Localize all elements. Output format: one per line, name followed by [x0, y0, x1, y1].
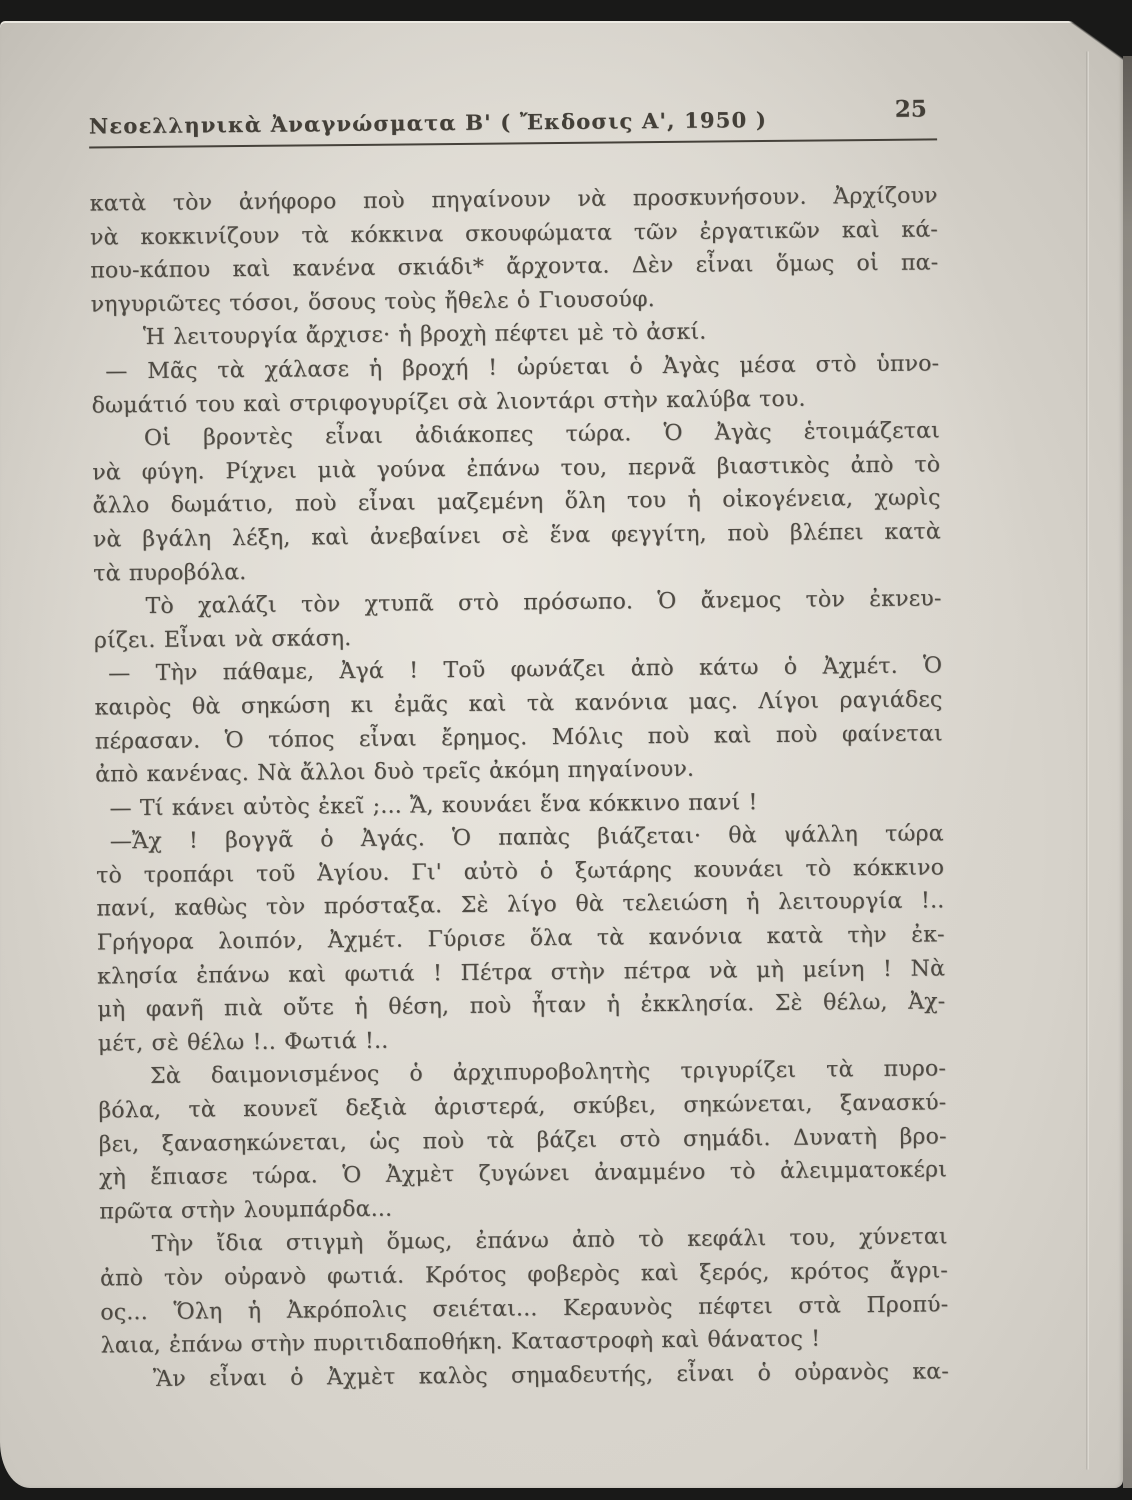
paragraph	[94, 650, 943, 793]
text-line: ἄλλο δωμάτιο, ποὺ εἶναι μαζεμένη ὅλη του ἡ οἰκογένεια, χωρὶς	[92, 485, 941, 519]
text-line: Γρήγορα λοιπόν, Ἀχμέτ. Γύρισε ὅλα τὰ κανόνια κατὰ τὴν ἐκ-	[96, 922, 945, 956]
running-title: Νεοελληνικὰ Ἀναγνώσματα Β' ( Ἔκδοσις Α', 1950 )	[88, 106, 768, 139]
text-line: Ἂν εἶναι ὁ Ἀχμὲτ καλὸς σημαδευτής, εἶναι ὁ οὐρανὸς κα-	[152, 1359, 950, 1392]
text-line: νηγυριῶτες τόσοι, ὅσους τοὺς ἤθελε ὁ Γιουσούφ.	[90, 286, 655, 318]
text-line: βόλα, τὰ κουνεῖ δεξιὰ ἀριστερά, σκύβει, σηκώνεται, ξανασκύ-	[98, 1090, 947, 1124]
text-line: Ἡ λειτουργία ἄρχισε· ἡ βροχὴ πέφτει μὲ τὸ ἀσκί.	[142, 319, 707, 351]
text-line: βει, ξανασηκώνεται, ὡς ποὺ τὰ βάζει στὸ σημάδι. Δυνατὴ βρο-	[98, 1123, 947, 1158]
text-line: νὰ φύγη. Ρίχνει μιὰ γούνα ἐπάνω του, περνᾶ βιαστικὸς ἀπὸ τὸ	[92, 452, 941, 486]
text-line: πανί, καθὼς τὸν πρόσταξα. Σὲ λίγο θὰ τελειώση ἡ λειτουργία !..	[96, 888, 945, 922]
text-line: λαια, ἐπάνω στὴν πυριτιδαποθήκη. Καταστροφὴ καὶ θάνατος !	[100, 1326, 821, 1359]
text-line: νὰ κοκκινίζουν τὰ κόκκινα σκουφώματα τῶν ἐργατικῶν καὶ κά-	[89, 216, 939, 251]
text-line: κλησία ἐπάνω καὶ φωτιά ! Πέτρα στὴν πέτρα νὰ μὴ μείνη ! Νὰ	[96, 955, 946, 990]
text-line: — Τὴν πάθαμε, Ἀγά ! Τοῦ φωνάζει ἀπὸ κάτω ὁ Ἀχμέτ. Ὁ	[108, 653, 943, 687]
paragraph	[96, 818, 946, 1061]
text-line: νὰ βγάλη λέξη, καὶ ἀνεβαίνει σὲ ἕνα φεγγίτη, ποὺ βλέπει κατὰ	[92, 519, 941, 553]
page-header	[88, 95, 937, 148]
page	[0, 21, 1123, 1488]
text-line: — Τί κάνει αὐτὸς ἐκεῖ ;... Ἄ, κουνάει ἕνα κόκκινο πανί !	[109, 789, 758, 822]
top-right-scan-shadow	[1059, 21, 1123, 67]
text-line: Σὰ δαιμονισμένος ὁ ἀρχιπυροβολητὴς τριγυρίζει τὰ πυρο-	[149, 1056, 947, 1090]
text-line: ρίζει. Εἶναι νὰ σκάση.	[93, 625, 352, 654]
text-line: καιρὸς θὰ σηκώση κι ἐμᾶς καὶ τὰ κανόνια μας. Λίγοι ραγιάδες	[94, 687, 943, 721]
paragraph	[90, 179, 939, 322]
text-line: πρῶτα στὴν λουμπάρδα...	[99, 1196, 393, 1225]
text-line: Οἱ βροντὲς εἶναι ἀδιάκοπες τώρα. Ὁ Ἀγὰς ἑτοιμάζεται	[143, 418, 941, 452]
text-line: μὴ φανῆ πιὰ οὔτε ἡ θέση, ποὺ ἦταν ἡ ἐκκλησία. Σὲ θέλω, Ἀχ-	[97, 989, 946, 1023]
text-line: τὰ πυροβόλα.	[93, 559, 247, 587]
page-crease	[1086, 51, 1089, 1470]
paragraph	[93, 582, 942, 657]
paragraph	[98, 1053, 948, 1229]
adjacent-page-edge	[1123, 56, 1132, 1488]
text-line: ἀπὸ τὸν οὐρανὸ φωτιά. Κρότος φοβερὸς καὶ ξερός, κρότος ἄγρι-	[99, 1258, 949, 1292]
text-block	[90, 179, 950, 1396]
text-line: Τὴν ἴδια στιγμὴ ὅμως, ἐπάνω ἀπὸ τὸ κεφάλι του, χύνεται	[151, 1224, 948, 1258]
paragraph	[92, 415, 942, 591]
text-line: ος... Ὅλη ἡ Ἀκρόπολις σειέται... Κεραυνὸς πέφτει στὰ Προπύ-	[100, 1291, 949, 1326]
text-line: Τὸ χαλάζι τὸν χτυπᾶ στὸ πρόσωπο. Ὁ ἄνεμος τὸν ἐκνευ-	[145, 586, 942, 620]
paragraph	[101, 1355, 949, 1397]
text-line: — Μᾶς τὰ χάλασε ἡ βροχή ! ὠρύεται ὁ Ἀγὰς μέσα στὸ ὑπνο-	[105, 351, 940, 385]
text-line: ἀπὸ κανένας. Νὰ ἄλλοι δυὸ τρεῖς ἀκόμη πηγαίνουν.	[95, 756, 695, 788]
text-line: πέρασαν. Ὁ τόπος εἶναι ἔρημος. Μόλις ποὺ καὶ ποὺ φαίνεται	[94, 720, 943, 754]
text-line: μέτ, σὲ θέλω !.. Φωτιά !..	[97, 1028, 389, 1057]
text-line: χὴ ἔπιασε τώρα. Ὁ Ἀχμὲτ ζυγώνει ἀναμμένο τὸ ἀλειμματοκέρι	[98, 1157, 948, 1191]
paragraph	[91, 347, 940, 422]
page-number: 25	[894, 95, 927, 123]
paragraph	[100, 1221, 949, 1364]
text-line: δωμάτιό του καὶ στριφογυρίζει σὰ λιοντάρι στὴν καλύβα του.	[91, 386, 806, 419]
text-line: που-κάπου καὶ κανένα σκιάδι* ἄρχοντα. Δὲν εἶναι ὅμως οἱ πα-	[90, 250, 939, 284]
text-line: τὸ τροπάρι τοῦ Ἁγίου. Γι' αὐτὸ ὁ ξωτάρης κουνάει τὸ κόκκινο	[96, 855, 945, 889]
text-line: κατὰ τὸν ἀνήφορο ποὺ πηγαίνουν νὰ προσκυνήσουν. Ἀρχίζουν	[89, 183, 938, 217]
text-line: —Ἄχ ! βογγᾶ ὁ Ἀγάς. Ὁ παπὰς βιάζεται· θὰ ψάλλη τώρα	[109, 821, 944, 855]
page-content	[0, 16, 1130, 1494]
